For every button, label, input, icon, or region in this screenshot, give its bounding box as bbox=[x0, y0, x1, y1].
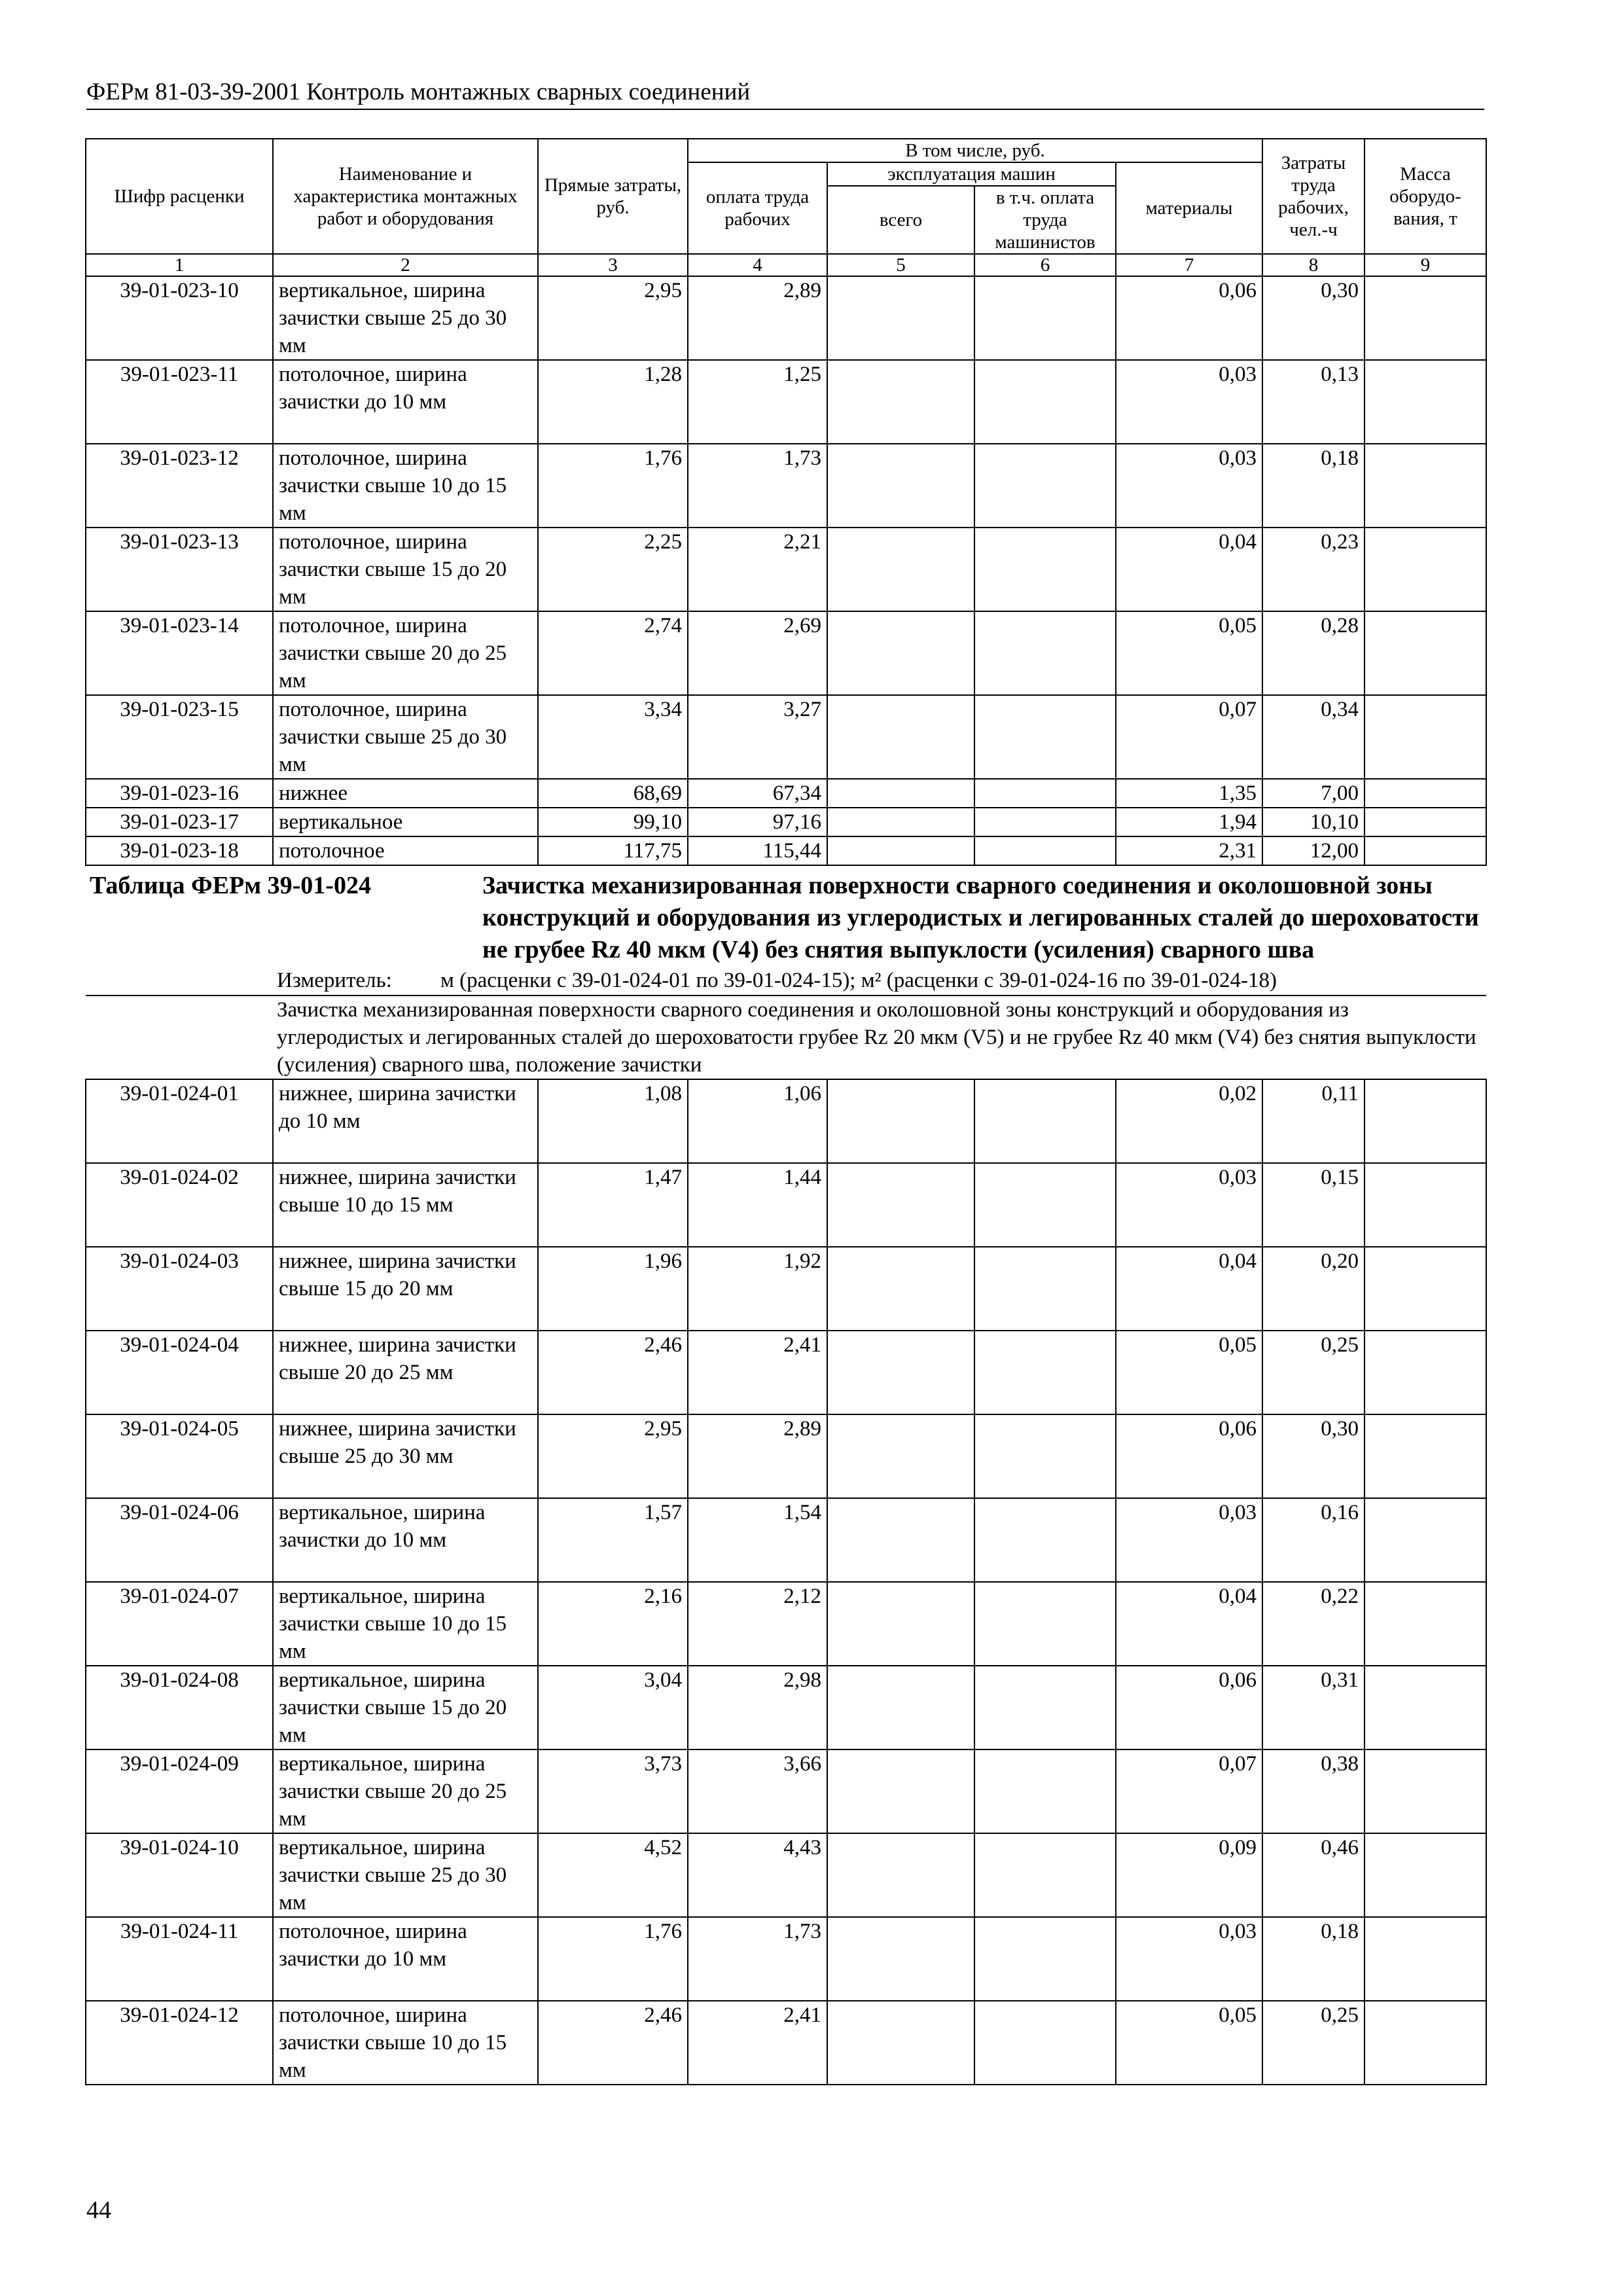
table-row bbox=[86, 1247, 1486, 1331]
machines-total bbox=[827, 1582, 974, 1666]
labor-pay: 2,98 bbox=[688, 1666, 827, 1749]
equipment-mass bbox=[1364, 1917, 1486, 2001]
equipment-mass bbox=[1364, 695, 1486, 779]
machines-total bbox=[827, 779, 974, 808]
machinist-pay bbox=[974, 808, 1116, 836]
table-row bbox=[86, 836, 1486, 865]
machines-total bbox=[827, 611, 974, 695]
table-heading-row bbox=[86, 865, 1486, 996]
table-row bbox=[86, 1749, 1486, 1833]
work-name: потолочное, ширина зачистки свыше 25 до 30 мм bbox=[273, 695, 538, 779]
direct-costs: 2,25 bbox=[538, 528, 688, 611]
direct-costs: 3,04 bbox=[538, 1666, 688, 1749]
col-number: 5 bbox=[827, 254, 974, 276]
rate-code: 39-01-023-14 bbox=[86, 611, 273, 695]
machinist-pay bbox=[974, 2001, 1116, 2085]
equipment-mass bbox=[1364, 779, 1486, 808]
direct-costs: 117,75 bbox=[538, 836, 688, 865]
materials: 0,05 bbox=[1116, 611, 1262, 695]
section-description: Зачистка механизированная поверхности сварного соединения и околошовной зоны конструкций и оборудования из углеродистых и легированных сталей до шероховатости грубее Rz 20 мкм (V5) и не грубее Rz 40 мкм (V4) без снятия выпуклости (усиления) сварного шва, положение зачистки bbox=[277, 998, 1476, 1077]
work-name: потолочное bbox=[273, 836, 538, 865]
direct-costs: 2,46 bbox=[538, 1331, 688, 1414]
rate-code: 39-01-024-07 bbox=[86, 1582, 273, 1666]
labor-pay: 4,43 bbox=[688, 1833, 827, 1917]
materials: 0,03 bbox=[1116, 1498, 1262, 1582]
labor-pay: 1,92 bbox=[688, 1247, 827, 1331]
col-materials-header: материалы bbox=[1116, 162, 1262, 254]
equipment-mass bbox=[1364, 1163, 1486, 1247]
col-code-header: Шифр расценки bbox=[86, 139, 273, 254]
work-name: нижнее, ширина зачистки свыше 10 до 15 мм bbox=[273, 1163, 538, 1247]
machinist-pay bbox=[974, 444, 1116, 528]
labor-hours: 12,00 bbox=[1262, 836, 1364, 865]
rate-code: 39-01-023-12 bbox=[86, 444, 273, 528]
page-number: 44 bbox=[86, 2197, 111, 2224]
work-name: потолочное, ширина зачистки свыше 20 до 25 мм bbox=[273, 611, 538, 695]
labor-pay: 1,73 bbox=[688, 444, 827, 528]
labor-pay: 67,34 bbox=[688, 779, 827, 808]
rate-code: 39-01-024-09 bbox=[86, 1749, 273, 1833]
table-row bbox=[86, 1331, 1486, 1414]
machines-total bbox=[827, 836, 974, 865]
machinist-pay bbox=[974, 1331, 1116, 1414]
rate-code: 39-01-023-10 bbox=[86, 276, 273, 360]
direct-costs: 4,52 bbox=[538, 1833, 688, 1917]
machinist-pay bbox=[974, 276, 1116, 360]
table-caption bbox=[86, 866, 1486, 967]
col-machines-header: эксплуатация машин bbox=[827, 162, 1116, 186]
equipment-mass bbox=[1364, 444, 1486, 528]
table-row bbox=[86, 611, 1486, 695]
labor-pay: 2,41 bbox=[688, 1331, 827, 1414]
direct-costs: 1,28 bbox=[538, 360, 688, 444]
equipment-mass bbox=[1364, 276, 1486, 360]
rate-code: 39-01-024-05 bbox=[86, 1414, 273, 1498]
materials: 1,35 bbox=[1116, 779, 1262, 808]
work-name: нижнее, ширина зачистки свыше 15 до 20 мм bbox=[273, 1247, 538, 1331]
labor-hours: 0,18 bbox=[1262, 1917, 1364, 2001]
direct-costs: 2,95 bbox=[538, 1414, 688, 1498]
direct-costs: 2,74 bbox=[538, 611, 688, 695]
equipment-mass bbox=[1364, 1749, 1486, 1833]
work-name: вертикальное bbox=[273, 808, 538, 836]
work-name: вертикальное, ширина зачистки свыше 25 до 30 мм bbox=[273, 1833, 538, 1917]
machines-total bbox=[827, 1331, 974, 1414]
equipment-mass bbox=[1364, 1666, 1486, 1749]
labor-hours: 0,22 bbox=[1262, 1582, 1364, 1666]
col-name-header: Наименование и характеристика монтажных работ и оборудования bbox=[273, 139, 538, 254]
materials: 0,03 bbox=[1116, 1917, 1262, 2001]
col-mass-header: Масса оборудо-вания, т bbox=[1364, 139, 1486, 254]
machinist-pay bbox=[974, 1247, 1116, 1331]
machinist-pay bbox=[974, 1414, 1116, 1498]
work-name: вертикальное, ширина зачистки свыше 10 до 15 мм bbox=[273, 1582, 538, 1666]
machinist-pay bbox=[974, 836, 1116, 865]
materials: 0,06 bbox=[1116, 276, 1262, 360]
labor-hours: 0,15 bbox=[1262, 1163, 1364, 1247]
labor-pay: 1,44 bbox=[688, 1163, 827, 1247]
labor-pay: 3,27 bbox=[688, 695, 827, 779]
direct-costs: 1,76 bbox=[538, 1917, 688, 2001]
labor-pay: 115,44 bbox=[688, 836, 827, 865]
direct-costs: 1,57 bbox=[538, 1498, 688, 1582]
materials: 0,05 bbox=[1116, 1331, 1262, 1414]
col-number: 9 bbox=[1364, 254, 1486, 276]
measure-line bbox=[86, 967, 1486, 995]
measure-label: Измеритель: bbox=[277, 969, 392, 992]
labor-pay: 1,73 bbox=[688, 1917, 827, 2001]
machinist-pay bbox=[974, 360, 1116, 444]
machines-total bbox=[827, 1749, 974, 1833]
equipment-mass bbox=[1364, 360, 1486, 444]
table-row bbox=[86, 444, 1486, 528]
machines-total bbox=[827, 1414, 974, 1498]
table-row bbox=[86, 1414, 1486, 1498]
work-name: нижнее, ширина зачистки до 10 мм bbox=[273, 1079, 538, 1163]
labor-pay: 1,06 bbox=[688, 1079, 827, 1163]
section-description-row bbox=[86, 996, 1486, 1079]
equipment-mass bbox=[1364, 2001, 1486, 2085]
rate-code: 39-01-024-08 bbox=[86, 1666, 273, 1749]
labor-hours: 0,18 bbox=[1262, 444, 1364, 528]
work-name: потолочное, ширина зачистки до 10 мм bbox=[273, 360, 538, 444]
direct-costs: 68,69 bbox=[538, 779, 688, 808]
machines-total bbox=[827, 695, 974, 779]
labor-hours: 0,25 bbox=[1262, 1331, 1364, 1414]
work-name: потолочное, ширина зачистки свыше 10 до 15 мм bbox=[273, 444, 538, 528]
measure-text: м (расценки с 39-01-024-01 по 39-01-024-15); м² (расценки с 39-01-024-16 по 39-01-024-18) bbox=[440, 969, 1277, 992]
rate-code: 39-01-023-18 bbox=[86, 836, 273, 865]
machinist-pay bbox=[974, 1079, 1116, 1163]
materials: 0,03 bbox=[1116, 360, 1262, 444]
machines-total bbox=[827, 444, 974, 528]
machinist-pay bbox=[974, 1749, 1116, 1833]
work-name: нижнее, ширина зачистки свыше 20 до 25 мм bbox=[273, 1331, 538, 1414]
table-row bbox=[86, 779, 1486, 808]
rate-code: 39-01-023-16 bbox=[86, 779, 273, 808]
machines-total bbox=[827, 1079, 974, 1163]
work-name: вертикальное, ширина зачистки свыше 15 до 20 мм bbox=[273, 1666, 538, 1749]
machines-total bbox=[827, 1498, 974, 1582]
work-name: нижнее bbox=[273, 779, 538, 808]
table-row bbox=[86, 1498, 1486, 1582]
labor-hours: 0,28 bbox=[1262, 611, 1364, 695]
labor-hours: 0,23 bbox=[1262, 528, 1364, 611]
column-numbers-row bbox=[86, 254, 1486, 276]
materials: 0,09 bbox=[1116, 1833, 1262, 1917]
rate-code: 39-01-024-02 bbox=[86, 1163, 273, 1247]
rate-code: 39-01-023-13 bbox=[86, 528, 273, 611]
labor-hours: 0,30 bbox=[1262, 276, 1364, 360]
direct-costs: 2,95 bbox=[538, 276, 688, 360]
table-row bbox=[86, 1917, 1486, 2001]
labor-pay: 1,54 bbox=[688, 1498, 827, 1582]
rate-code: 39-01-024-12 bbox=[86, 2001, 273, 2085]
machinist-pay bbox=[974, 1163, 1116, 1247]
table-row bbox=[86, 2001, 1486, 2085]
table-row bbox=[86, 360, 1486, 444]
rate-code: 39-01-023-11 bbox=[86, 360, 273, 444]
table-row bbox=[86, 276, 1486, 360]
equipment-mass bbox=[1364, 528, 1486, 611]
direct-costs: 2,16 bbox=[538, 1582, 688, 1666]
equipment-mass bbox=[1364, 1079, 1486, 1163]
table-row bbox=[86, 1666, 1486, 1749]
machinist-pay bbox=[974, 1582, 1116, 1666]
work-name: потолочное, ширина зачистки свыше 15 до 20 мм bbox=[273, 528, 538, 611]
table-code: Таблица ФЕРм 39-01-024 bbox=[90, 872, 371, 899]
machines-total bbox=[827, 528, 974, 611]
col-machines-total-header: всего bbox=[827, 186, 974, 254]
rate-code: 39-01-024-01 bbox=[86, 1079, 273, 1163]
labor-hours: 0,16 bbox=[1262, 1498, 1364, 1582]
direct-costs: 99,10 bbox=[538, 808, 688, 836]
rates-table bbox=[85, 138, 1487, 2085]
col-number: 6 bbox=[974, 254, 1116, 276]
labor-pay: 2,69 bbox=[688, 611, 827, 695]
machinist-pay bbox=[974, 611, 1116, 695]
work-name: нижнее, ширина зачистки свыше 25 до 30 мм bbox=[273, 1414, 538, 1498]
labor-hours: 7,00 bbox=[1262, 779, 1364, 808]
labor-pay: 2,89 bbox=[688, 276, 827, 360]
table-header bbox=[86, 139, 1486, 276]
table-title: Зачистка механизированная поверхности сварного соединения и околошовной зоны конструкций и оборудования из углеродистых и легированных сталей до шероховатости не грубее Rz 40 мкм (V4) без снятия выпуклости (усиления) сварного шва bbox=[482, 872, 1479, 963]
machines-total bbox=[827, 360, 974, 444]
materials: 0,04 bbox=[1116, 1247, 1262, 1331]
rate-code: 39-01-024-06 bbox=[86, 1498, 273, 1582]
labor-hours: 0,31 bbox=[1262, 1666, 1364, 1749]
work-name: потолочное, ширина зачистки до 10 мм bbox=[273, 1917, 538, 2001]
machinist-pay bbox=[974, 695, 1116, 779]
work-name: вертикальное, ширина зачистки до 10 мм bbox=[273, 1498, 538, 1582]
materials: 1,94 bbox=[1116, 808, 1262, 836]
rate-code: 39-01-024-11 bbox=[86, 1917, 273, 2001]
materials: 0,06 bbox=[1116, 1666, 1262, 1749]
table-row bbox=[86, 1582, 1486, 1666]
labor-hours: 10,10 bbox=[1262, 808, 1364, 836]
equipment-mass bbox=[1364, 611, 1486, 695]
labor-hours: 0,46 bbox=[1262, 1833, 1364, 1917]
col-number: 8 bbox=[1262, 254, 1364, 276]
labor-pay: 2,89 bbox=[688, 1414, 827, 1498]
col-hours-header: Затраты труда рабочих, чел.-ч bbox=[1262, 139, 1364, 254]
machines-total bbox=[827, 1833, 974, 1917]
materials: 0,05 bbox=[1116, 2001, 1262, 2085]
rate-code: 39-01-024-10 bbox=[86, 1833, 273, 1917]
labor-pay: 97,16 bbox=[688, 808, 827, 836]
machines-total bbox=[827, 2001, 974, 2085]
machinist-pay bbox=[974, 1498, 1116, 1582]
direct-costs: 2,46 bbox=[538, 2001, 688, 2085]
table-row bbox=[86, 1079, 1486, 1163]
equipment-mass bbox=[1364, 1331, 1486, 1414]
labor-pay: 1,25 bbox=[688, 360, 827, 444]
equipment-mass bbox=[1364, 1833, 1486, 1917]
machines-total bbox=[827, 1163, 974, 1247]
labor-hours: 0,34 bbox=[1262, 695, 1364, 779]
table-row bbox=[86, 528, 1486, 611]
col-labor-header: оплата труда рабочих bbox=[688, 162, 827, 254]
rate-code: 39-01-023-15 bbox=[86, 695, 273, 779]
equipment-mass bbox=[1364, 1582, 1486, 1666]
equipment-mass bbox=[1364, 1247, 1486, 1331]
col-number: 2 bbox=[273, 254, 538, 276]
machinist-pay bbox=[974, 1833, 1116, 1917]
table-row bbox=[86, 695, 1486, 779]
labor-pay: 2,12 bbox=[688, 1582, 827, 1666]
machines-total bbox=[827, 808, 974, 836]
col-number: 4 bbox=[688, 254, 827, 276]
materials: 0,04 bbox=[1116, 528, 1262, 611]
materials: 0,07 bbox=[1116, 1749, 1262, 1833]
machinist-pay bbox=[974, 1917, 1116, 2001]
rate-code: 39-01-024-04 bbox=[86, 1331, 273, 1414]
work-name: потолочное, ширина зачистки свыше 10 до 15 мм bbox=[273, 2001, 538, 2085]
rate-code: 39-01-023-17 bbox=[86, 808, 273, 836]
materials: 0,03 bbox=[1116, 444, 1262, 528]
col-number: 7 bbox=[1116, 254, 1262, 276]
col-machinist-header: в т.ч. оплата труда машинистов bbox=[974, 186, 1116, 254]
materials: 0,07 bbox=[1116, 695, 1262, 779]
col-number: 1 bbox=[86, 254, 273, 276]
table-row bbox=[86, 1163, 1486, 1247]
direct-costs: 1,96 bbox=[538, 1247, 688, 1331]
materials: 0,02 bbox=[1116, 1079, 1262, 1163]
col-direct-header: Прямые затраты, руб. bbox=[538, 139, 688, 254]
labor-hours: 0,25 bbox=[1262, 2001, 1364, 2085]
direct-costs: 3,34 bbox=[538, 695, 688, 779]
table-row bbox=[86, 808, 1486, 836]
materials: 2,31 bbox=[1116, 836, 1262, 865]
col-including-header: В том числе, руб. bbox=[688, 139, 1262, 162]
machinist-pay bbox=[974, 1666, 1116, 1749]
direct-costs: 1,47 bbox=[538, 1163, 688, 1247]
direct-costs: 1,08 bbox=[538, 1079, 688, 1163]
materials: 0,06 bbox=[1116, 1414, 1262, 1498]
direct-costs: 3,73 bbox=[538, 1749, 688, 1833]
page-header: ФЕРм 81-03-39-2001 Контроль монтажных сварных соединений bbox=[86, 77, 1484, 110]
direct-costs: 1,76 bbox=[538, 444, 688, 528]
equipment-mass bbox=[1364, 1498, 1486, 1582]
table-row bbox=[86, 1833, 1486, 1917]
machines-total bbox=[827, 1917, 974, 2001]
labor-hours: 0,30 bbox=[1262, 1414, 1364, 1498]
labor-pay: 2,21 bbox=[688, 528, 827, 611]
work-name: вертикальное, ширина зачистки свыше 25 до 30 мм bbox=[273, 276, 538, 360]
rate-code: 39-01-024-03 bbox=[86, 1247, 273, 1331]
equipment-mass bbox=[1364, 1414, 1486, 1498]
labor-pay: 3,66 bbox=[688, 1749, 827, 1833]
col-number: 3 bbox=[538, 254, 688, 276]
machinist-pay bbox=[974, 528, 1116, 611]
machines-total bbox=[827, 276, 974, 360]
machines-total bbox=[827, 1666, 974, 1749]
materials: 0,04 bbox=[1116, 1582, 1262, 1666]
machines-total bbox=[827, 1247, 974, 1331]
materials: 0,03 bbox=[1116, 1163, 1262, 1247]
work-name: вертикальное, ширина зачистки свыше 20 до 25 мм bbox=[273, 1749, 538, 1833]
equipment-mass bbox=[1364, 808, 1486, 836]
labor-hours: 0,13 bbox=[1262, 360, 1364, 444]
equipment-mass bbox=[1364, 836, 1486, 865]
machinist-pay bbox=[974, 779, 1116, 808]
labor-hours: 0,11 bbox=[1262, 1079, 1364, 1163]
labor-pay: 2,41 bbox=[688, 2001, 827, 2085]
labor-hours: 0,38 bbox=[1262, 1749, 1364, 1833]
labor-hours: 0,20 bbox=[1262, 1247, 1364, 1331]
